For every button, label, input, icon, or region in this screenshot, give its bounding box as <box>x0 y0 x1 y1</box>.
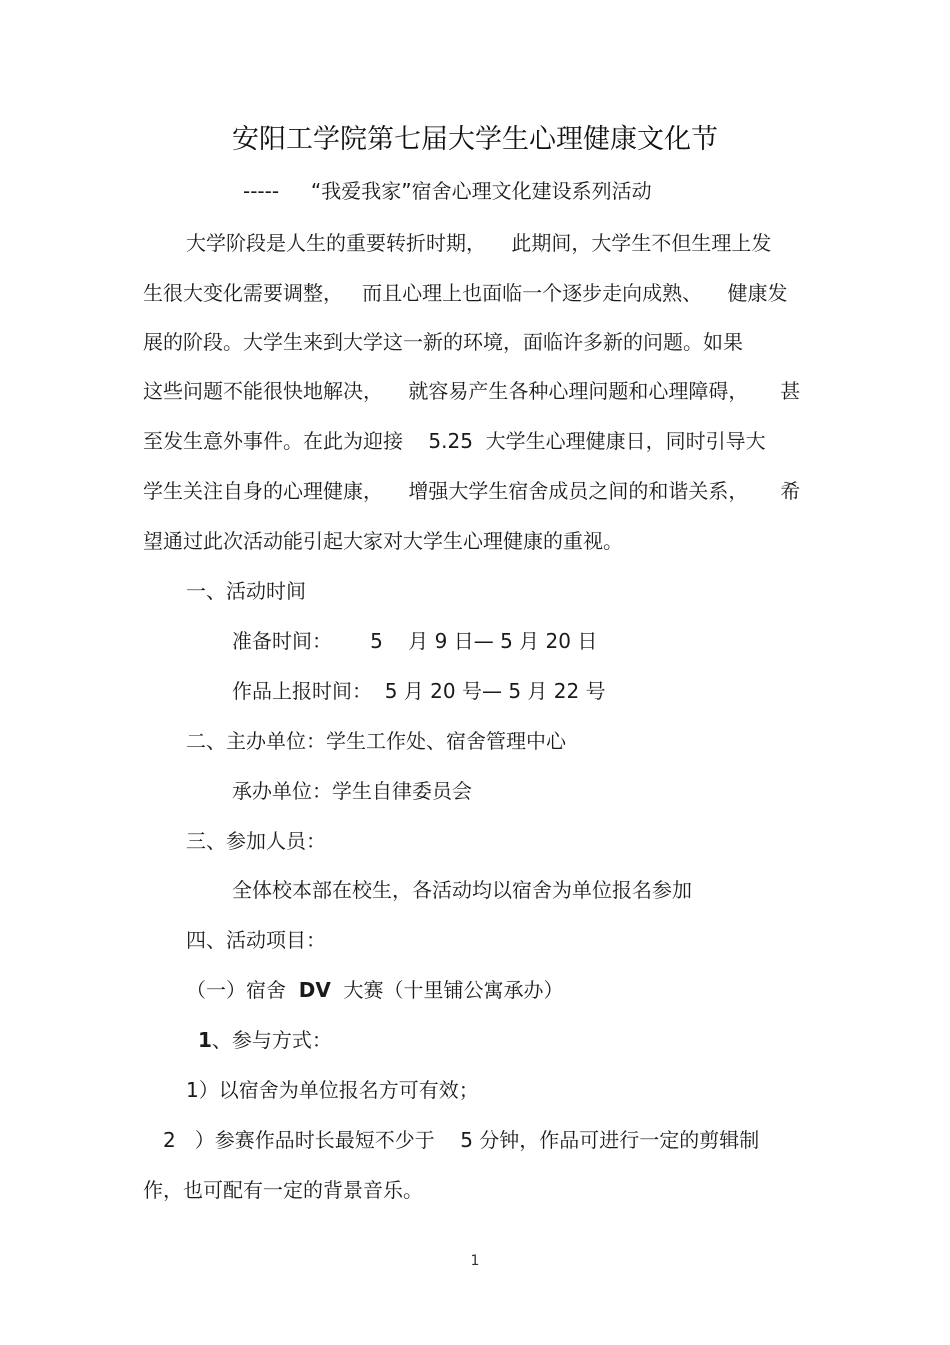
rule-2-line-1: 2 ）参赛作品时长最短不少于 5 分钟，作品可进行一定的剪辑制 <box>163 1128 760 1152</box>
intro-line: 生很大变化需要调整， 而且心理上也面临一个逐步走向成熟、 健康发 <box>143 281 788 305</box>
activity-item-dv-label: DV <box>298 978 331 1002</box>
participation-number: 1 <box>198 1028 212 1052</box>
submit-time: 作品上报时间： 5 月 20 号— 5 月 22 号 <box>232 679 606 703</box>
rule-1: 1）以宿舍为单位报名方可有效； <box>186 1078 479 1102</box>
intro-line: 至发生意外事件。在此为迎接 5.25 大学生心理健康日，同时引导大 <box>143 429 766 453</box>
activity-item-suffix: 大赛（十里铺公寓承办） <box>330 978 564 1002</box>
intro-line: 大学阶段是人生的重要转折时期， 此期间，大学生不但生理上发 <box>186 231 772 255</box>
section-heading-participants: 三、参加人员： <box>186 829 326 853</box>
participation-method <box>198 1027 332 1053</box>
intro-line: 展的阶段。大学生来到大学这一新的环境，面临许多新的问题。如果 <box>143 330 743 354</box>
prep-time: 准备时间： 5 月 9 日— 5 月 20 日 <box>232 629 598 653</box>
rule-2-line-2: 作，也可配有一定的背景音乐。 <box>143 1178 423 1202</box>
intro-line: 这些问题不能很快地解决， 就容易产生各种心理问题和心理障碍， 甚 <box>143 379 801 403</box>
host-unit: 二、主办单位：学生工作处、宿舍管理中心 <box>186 729 566 753</box>
document-subtitle: ----- “我爱我家”宿舍心理文化建设系列活动 <box>243 179 652 203</box>
section-heading-activities: 四、活动项目： <box>186 928 326 952</box>
organizer-unit: 承办单位：学生自律委员会 <box>232 779 472 803</box>
intro-line: 学生关注自身的心理健康， 增强大学生宿舍成员之间的和谐关系， 希 <box>143 479 801 503</box>
page-number: 1 <box>470 1253 480 1269</box>
activity-item-prefix: （一）宿舍 <box>186 978 299 1002</box>
intro-line: 望通过此次活动能引起大家对大学生心理健康的重视。 <box>143 529 623 553</box>
document-title: 安阳工学院第七届大学生心理健康文化节 <box>232 124 718 155</box>
participants-content: 全体校本部在校生，各活动均以宿舍为单位报名参加 <box>232 878 692 902</box>
section-heading-time: 一、活动时间 <box>186 579 306 603</box>
activity-item-dv <box>186 977 564 1003</box>
participation-label: 、参与方式： <box>211 1028 332 1052</box>
